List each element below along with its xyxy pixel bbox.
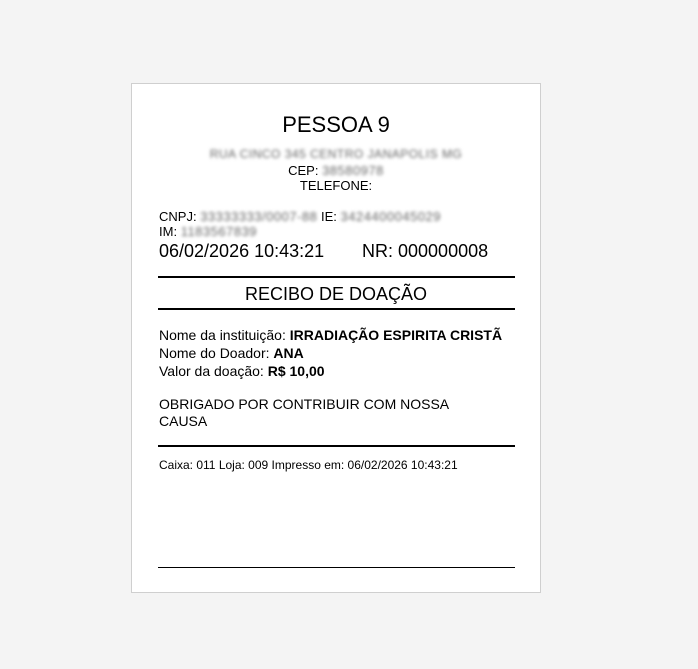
store-cep xyxy=(132,163,540,178)
institution-field xyxy=(159,327,502,343)
nr-value: 000000008 xyxy=(398,241,489,261)
nr-label: NR: xyxy=(362,241,393,261)
cep-label: CEP: xyxy=(288,163,319,178)
receipt-number xyxy=(362,241,488,262)
store-address-text: RUA CINCO 345 CENTRO JANAPOLIS MG xyxy=(209,147,463,161)
divider-top xyxy=(158,276,515,278)
divider-bottom xyxy=(158,567,515,568)
ie-value: 3424400045029 xyxy=(340,209,442,224)
cnpj-label: CNPJ: xyxy=(159,209,197,224)
donor-label: Nome do Doador: xyxy=(159,345,270,361)
amount-label: Valor da doação: xyxy=(159,363,264,379)
cep-value: 38580978 xyxy=(322,163,384,178)
ie-label: IE: xyxy=(320,209,337,224)
institution-label: Nome da instituição: xyxy=(159,327,286,343)
cnpj-value: 33333333/0007-88 xyxy=(200,209,318,224)
divider-title-bottom xyxy=(158,308,515,310)
im-line xyxy=(159,224,257,239)
footer-print-info: Caixa: 011 Loja: 009 Impresso em: 06/02/2026 10:43:21 xyxy=(159,458,458,472)
amount-field xyxy=(159,363,325,379)
store-name: PESSOA 9 xyxy=(282,112,390,137)
donor-field xyxy=(159,345,304,361)
document-title: RECIBO DE DOAÇÃO xyxy=(244,284,428,304)
amount-value: R$ 10,00 xyxy=(267,363,325,379)
store-phone: TELEFONE: xyxy=(299,178,373,193)
store-address xyxy=(132,147,540,161)
thank-you-message: OBRIGADO POR CONTRIBUIR COM NOSSA CAUSA xyxy=(159,396,449,429)
institution-value: IRRADIAÇÃO ESPIRITA CRISTÃ xyxy=(289,327,503,343)
im-label: IM: xyxy=(159,224,178,239)
tax-ids-line xyxy=(159,209,441,224)
receipt-datetime: 06/02/2026 10:43:21 xyxy=(159,241,325,261)
im-value: 1183567839 xyxy=(180,224,258,239)
donation-receipt xyxy=(131,83,541,593)
donor-value: ANA xyxy=(273,345,304,361)
divider-footer xyxy=(158,445,515,447)
